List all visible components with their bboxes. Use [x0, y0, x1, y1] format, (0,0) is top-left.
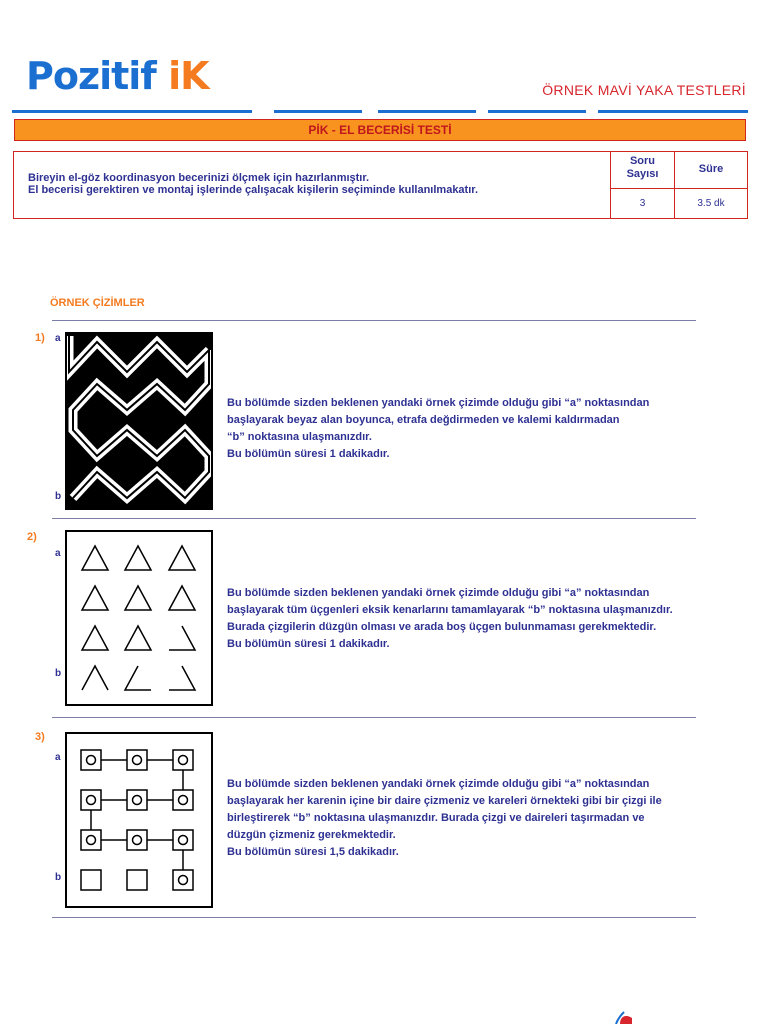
table-divider: [610, 188, 747, 189]
instruction-line: Bu bölümün süresi 1 dakikadır.: [227, 448, 390, 460]
example-number: 1): [35, 332, 45, 344]
example-instructions: [227, 776, 662, 861]
example-number: 2): [27, 531, 37, 543]
column-header-duration: Süre: [698, 163, 724, 175]
instruction-line: Bu bölümün süresi 1 dakikadır.: [227, 638, 390, 650]
instruction-line: birleştirerek “b” noktasına ulaşmanızdır. Burada çizgi ve daireleri taşırmadan ve: [227, 812, 645, 824]
section-rule: [52, 320, 696, 321]
section-rule: [52, 917, 696, 918]
company-logo: [26, 54, 209, 98]
logo-accent: iK: [168, 54, 209, 98]
instruction-line: Bu bölümde sizden beklenen yandaki örnek çizimde olduğu gibi “a” noktasından: [227, 778, 650, 790]
instruction-line: Bu bölümde sizden beklenen yandaki örnek çizimde olduğu gibi “a” noktasından: [227, 587, 650, 599]
end-point-label: b: [55, 872, 62, 883]
description-line: Bireyin el-göz koordinasyon becerinizi ölçmek için hazırlanmıştır.: [28, 172, 370, 184]
column-header-question-count: Soru Sayısı: [626, 155, 659, 180]
instruction-line: düzgün çizmeniz gerekmektedir.: [227, 829, 396, 841]
section-rule: [52, 717, 696, 718]
logo-text: Pozitif: [26, 54, 169, 98]
test-info-table: [13, 151, 748, 219]
section-heading: ÖRNEK ÇİZİMLER: [50, 297, 145, 309]
header-title: ÖRNEK MAVİ YAKA TESTLERİ: [542, 82, 746, 98]
instruction-line: başlayarak her karenin içine bir daire çizmeniz ve kareleri örnekteki gibi bir çizgi ile: [227, 795, 662, 807]
section-rule: [52, 518, 696, 519]
test-title-bar: PİK - EL BECERİSİ TESTİ: [14, 119, 746, 141]
end-point-label: b: [55, 491, 62, 502]
squares-circles-drawing: [65, 732, 213, 908]
start-point-label: a: [55, 752, 61, 763]
instruction-line: “b” noktasına ulaşmanızdır.: [227, 431, 372, 443]
start-point-label: a: [55, 333, 61, 344]
question-count-value: 3: [639, 198, 646, 209]
footer-logo-icon: [612, 1010, 636, 1024]
instruction-line: başlayarak beyaz alan boyunca, etrafa değdirmeden ve kalemi kaldırmadan: [227, 414, 620, 426]
instruction-line: Bu bölümün süresi 1,5 dakikadır.: [227, 846, 399, 858]
example-instructions: [227, 585, 673, 653]
maze-drawing: [65, 332, 213, 510]
example-number: 3): [35, 731, 45, 743]
test-description: [28, 172, 478, 196]
example-instructions: [227, 395, 649, 463]
header-rule-bars: [378, 108, 748, 114]
triangles-drawing: [65, 530, 213, 706]
instruction-line: Bu bölümde sizden beklenen yandaki örnek çizimde olduğu gibi “a” noktasından: [227, 397, 650, 409]
instruction-line: Burada çizgilerin düzgün olması ve arada boş üçgen bulunmaması gerekmektedir.: [227, 621, 657, 633]
start-point-label: a: [55, 548, 61, 559]
instruction-line: başlayarak tüm üçgenleri eksik kenarlarını tamamlayarak “b” noktasına ulaşmanızdır.: [227, 604, 673, 616]
duration-value: 3.5 dk: [697, 198, 725, 209]
description-line: El becerisi gerektiren ve montaj işlerinde çalışacak kişilerin seçiminde kullanılmakatır.: [28, 184, 479, 196]
logo-underline-bars: [12, 108, 362, 114]
end-point-label: b: [55, 668, 62, 679]
